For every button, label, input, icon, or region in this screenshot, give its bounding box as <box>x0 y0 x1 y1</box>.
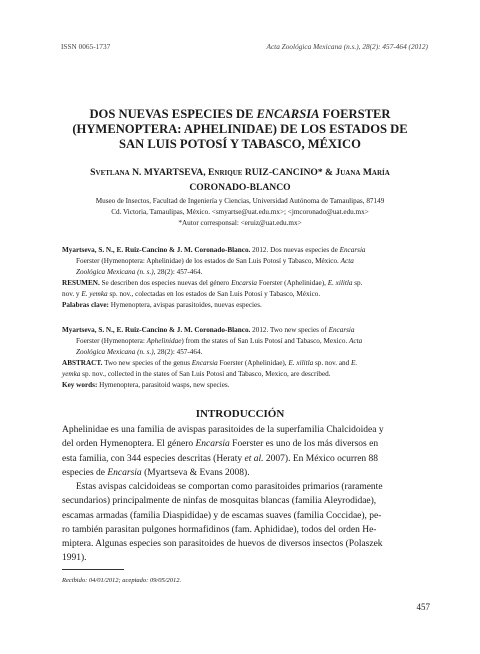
es-citation-line-1: Myartseva, S. N., E. Ruiz-Cancino & J. M. Coronado-Blanco. 2012. Dos nuevas especies de Encarsia <box>62 246 366 254</box>
intro-p1-line: esta familia, con 344 especies descritas (Heraty et al. 2007). En México ocurren 88 <box>62 453 379 464</box>
affiliation-line-2: Cd. Victoria, Tamaulipas, México. <smyartse@uat.edu.mx>; <jmcoronado@uat.edu.mx> <box>111 208 369 216</box>
intro-p2-line: secundarios) principalmente de ninfas de mosquitas blancas (familia Aleyrodidae), <box>62 496 377 507</box>
intro-paragraph-1 <box>62 423 432 480</box>
es-citation-line-3: Zoológica Mexicana (n. s.), 28(2): 457-464. <box>76 268 203 276</box>
intro-p2-line: ro también parasitan pulgones hormafidinos (fam. Aphididae), todos del orden He- <box>62 524 377 535</box>
title-line-1: DOS NUEVAS ESPECIES DE ENCARSIA FOERSTER <box>89 107 391 121</box>
affiliation <box>40 196 440 229</box>
abstract-line-1: ABSTRACT. Two new species of the genus Encarsia Foerster (Aphelinidae), E. xilitla sp. nov. and E. <box>62 359 358 367</box>
authors <box>40 165 440 195</box>
resumen-line-2: nov. y E. yemka sp. nov., colectadas en los estados de San Luis Potosí y Tabasco, México. <box>62 290 321 298</box>
intro-p2-line: miptera. Algunas especies son parasitoides de huevos de diversos insectos (Polaszek <box>62 539 383 550</box>
footnote-divider <box>62 569 124 570</box>
issn-header: ISSN 0065-1737 <box>61 42 111 51</box>
en-citation-line-1: Myartseva, S. N., E. Ruiz-Cancino & J. M. Coronado-Blanco. 2012. Two new species of Encarsia <box>62 326 355 334</box>
journal-header: Acta Zoológica Mexicana (n.s.), 28(2): 457-464 (2012) <box>266 42 428 51</box>
received-accepted-footnote: Recibido: 04/01/2012; aceptado: 09/05/2012. <box>62 577 182 584</box>
intro-p2-line: escamas armadas (familia Diaspididae) y de escamas suaves (familia Coccidae), pe- <box>62 510 382 521</box>
title-line-2: (HYMENOPTERA: APHELINIDAE) DE LOS ESTADOS DE <box>72 122 408 136</box>
authors-line-1: Svetlana N. MYARTSEVA, Enrique RUIZ-CANCINO* & Juana María <box>90 167 390 178</box>
affiliation-line-1: Museo de Insectos, Facultad de Ingeniería y Ciencias, Universidad Autónoma de Tamaulipas, 87149 <box>95 197 385 205</box>
en-citation-line-2: Foerster (Hymenoptera: Aphelinidae) from the states of San Luis Potosí and Tabasco, Mexico. Acta <box>76 337 363 345</box>
intro-p1-line: Aphelinidae es una familia de avispas parasitoides de la superfamilia Chalcidoidea y <box>62 425 384 435</box>
spanish-citation-block <box>62 245 432 311</box>
affiliation-line-3: *Autor corresponsal: <eruiz@uat.edu.mx> <box>178 219 302 227</box>
en-citation-line-3: Zoológica Mexicana (n. s.), 28(2): 457-464. <box>76 348 203 356</box>
english-citation-block <box>62 325 432 391</box>
abstract-line-2: yemka sp. nov., collected in the states of San Luis Potosí and Tabasco, Mexico, are described. <box>62 370 331 378</box>
article-title <box>40 107 440 152</box>
resumen-line-1: RESUMEN. Se describen dos especies nuevas del género Encarsia Foerster (Aphelinidae), E. xilitla sp. <box>62 279 363 287</box>
title-line-3: SAN LUIS POTOSÍ Y TABASCO, MÉXICO <box>119 137 361 151</box>
intro-p2-line: Estas avispas calcidoideas se comportan como parasitoides primarios (raramente <box>76 482 383 492</box>
intro-paragraph-2 <box>62 480 432 566</box>
intro-p2-line: 1991). <box>62 553 87 564</box>
es-citation-line-2: Foerster (Hymenoptera: Aphelinidae) de los estados de San Luis Potosí y Tabasco, México. Acta <box>76 257 354 265</box>
intro-p1-line: del orden Hymenoptera. El género Encarsia Foerster es uno de los más diversos en <box>62 439 379 450</box>
key-words: Key words: Hymenoptera, parasitoid wasps, new species. <box>62 381 230 389</box>
section-heading-introduccion: INTRODUCCIÓN <box>195 408 285 420</box>
authors-line-2: CORONADO-BLANCO <box>189 182 291 193</box>
palabras-clave: Palabras clave: Hymenoptera, avispas parasitoides, nuevas especies. <box>62 301 262 309</box>
page-number: 457 <box>416 602 430 612</box>
intro-p1-line: especies de Encarsia (Myartseva & Evans 2008). <box>62 467 250 478</box>
